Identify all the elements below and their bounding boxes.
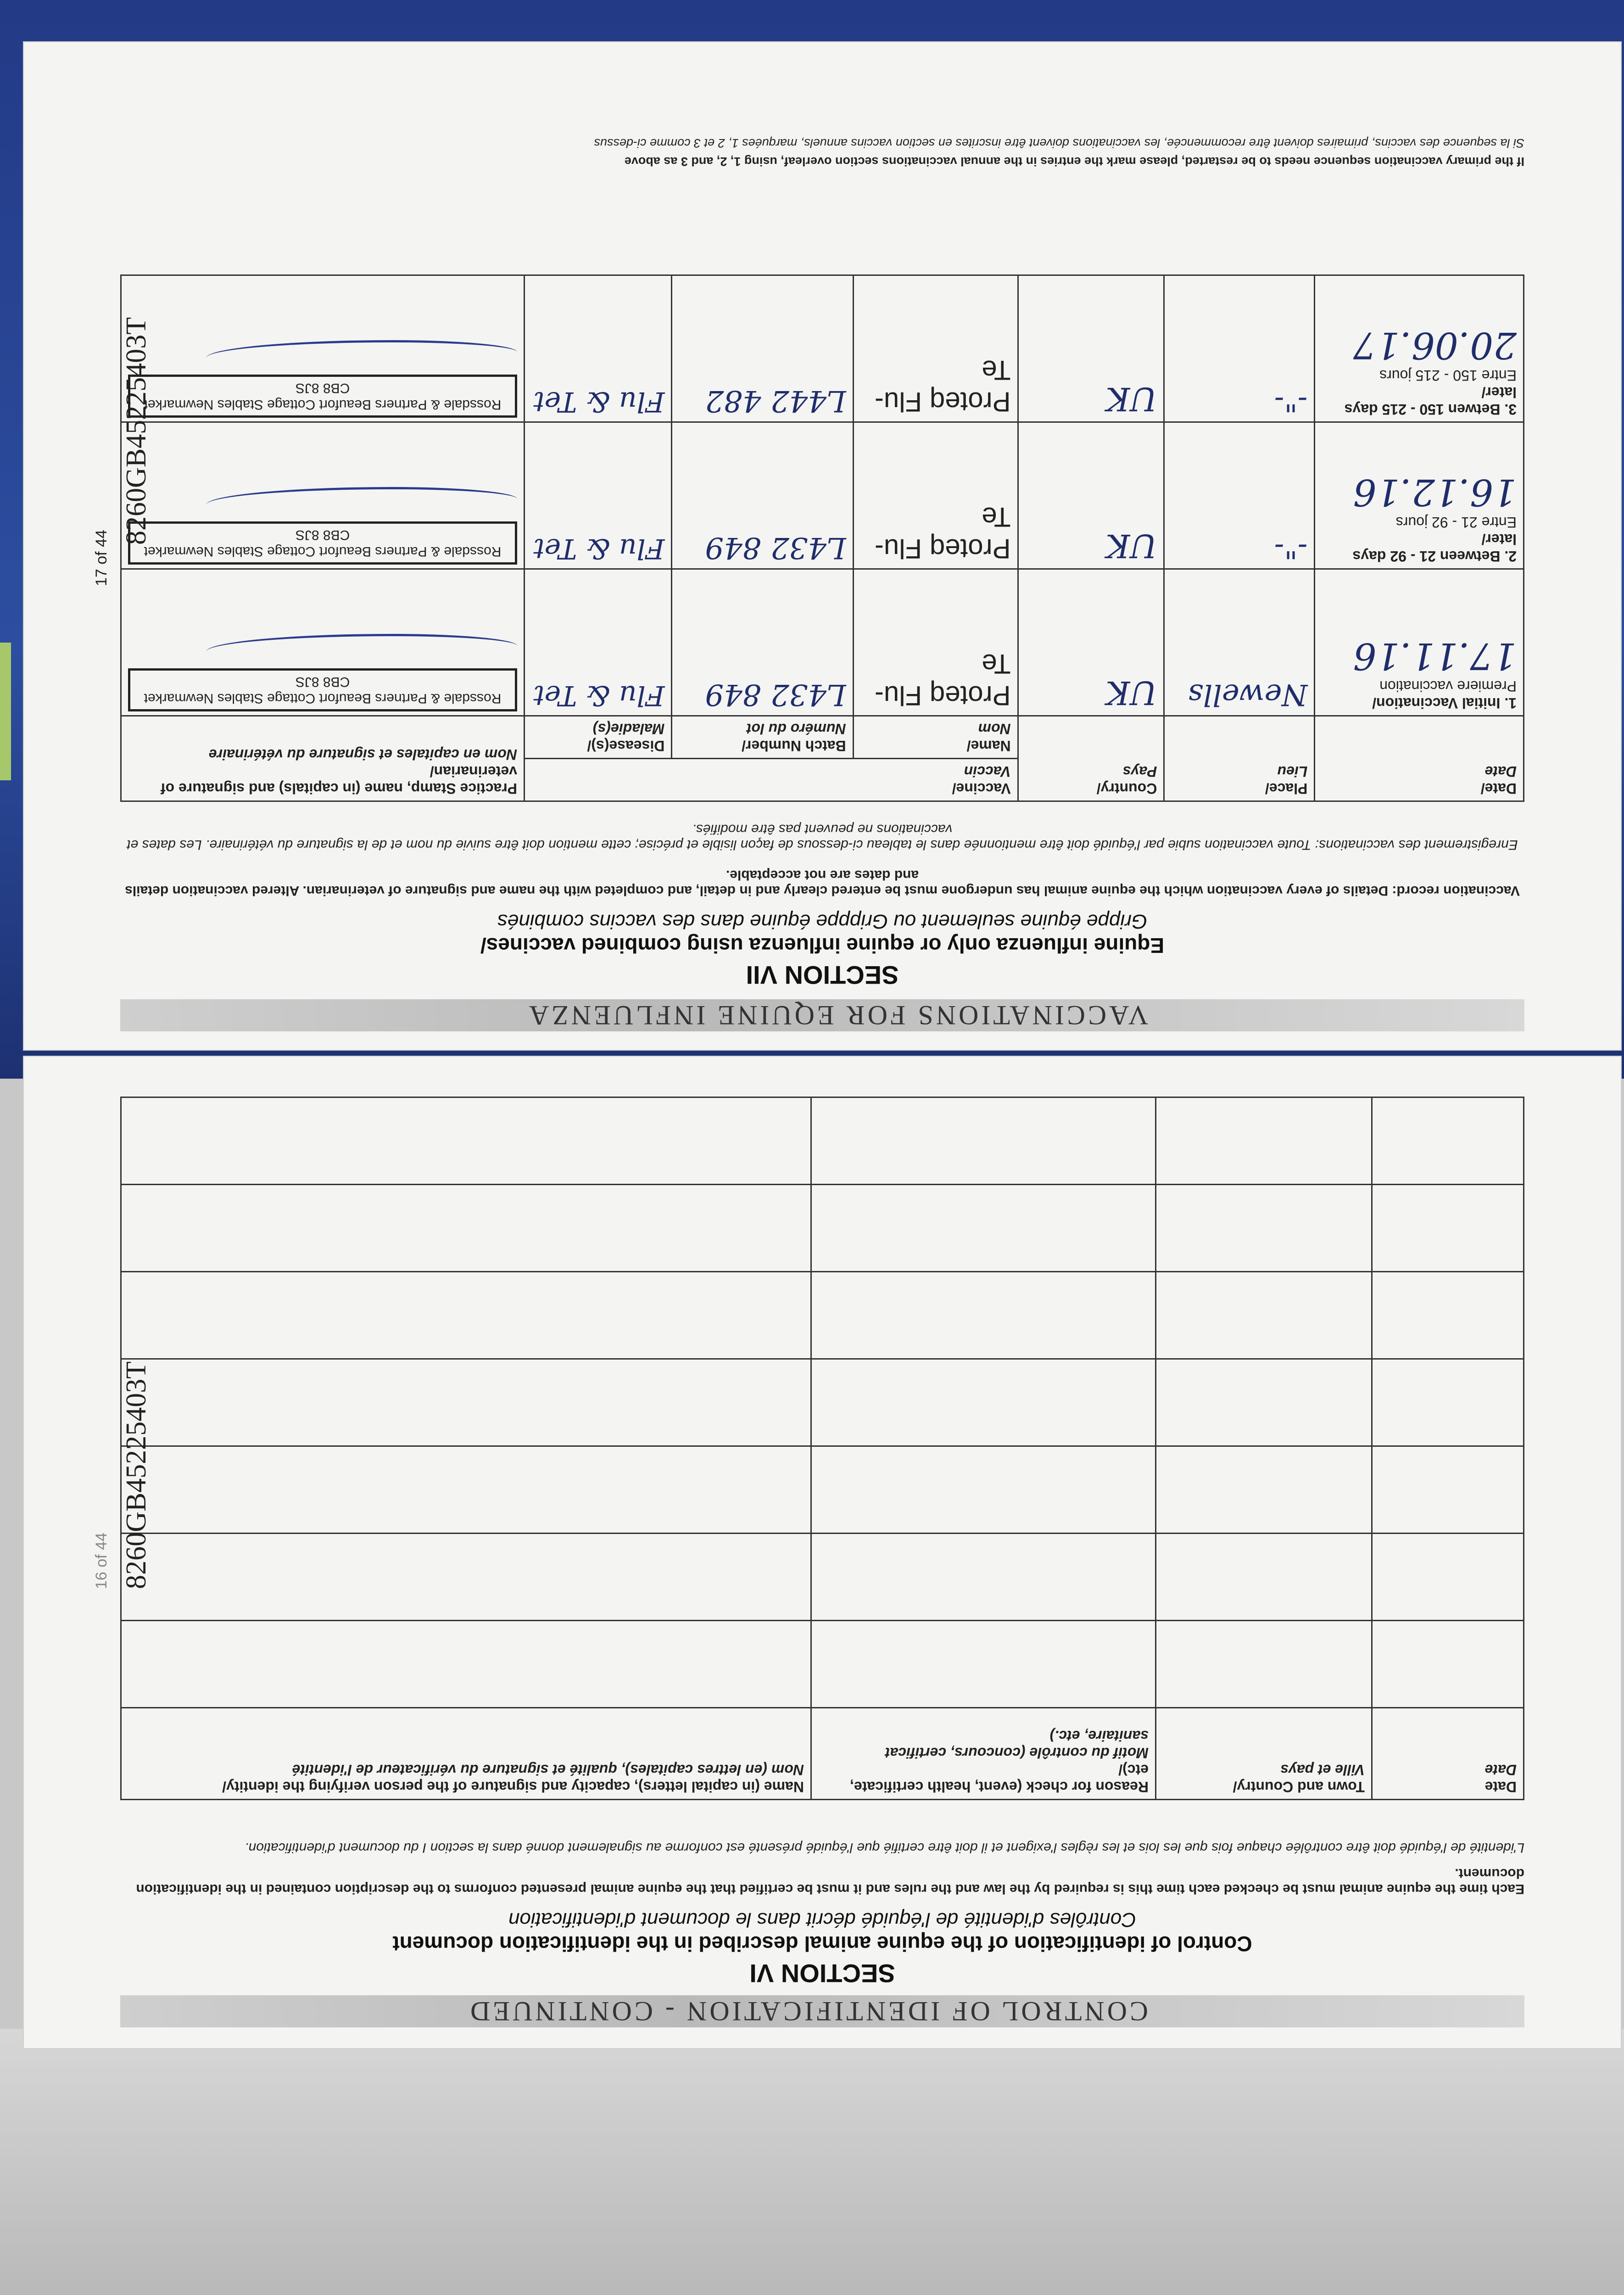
scanner-background [0, 2029, 1624, 2295]
table-row [121, 569, 1524, 716]
section-banner: VACCINATIONS FOR EQUINE INFLUENZA [120, 999, 1524, 1031]
cell [1372, 1359, 1524, 1446]
header-batch: Batch Number/ Numéro du lot [672, 716, 853, 759]
cell [1156, 1359, 1372, 1446]
row-country: UK [1018, 275, 1164, 422]
header-stamp: Practice Stamp, name (in capitals) and signature of veterinarian/ Nom en capitales et signature du vétérinaire [121, 716, 525, 801]
header-place: Place/ Lieu [1164, 716, 1315, 801]
row-country: UK [1018, 422, 1164, 569]
row-date: 2. Between 21 - 92 days later/ Entre 21 - 92 jours 16.12.16 [1315, 422, 1524, 569]
table-row [121, 422, 1524, 569]
cell [121, 1621, 811, 1708]
table-header-row [121, 759, 1524, 801]
header-reason: Reason for check (event, health certificate, etc)/ Motif du contrôle (concours, certificat sanitaire, etc.) [811, 1708, 1156, 1800]
table-row [121, 1534, 1524, 1621]
table-row [121, 1446, 1524, 1534]
cell [1372, 1534, 1524, 1621]
cell [811, 1185, 1156, 1272]
table-header-row [121, 1708, 1524, 1800]
serial-number: 8260GB45225403T [121, 1361, 152, 1589]
row-place: -"- [1164, 275, 1315, 422]
row-disease: Flu & Tet [525, 275, 672, 422]
table-row [121, 1621, 1524, 1708]
cell [811, 1446, 1156, 1534]
practice-stamp: Rossdale & Partners Beaufort Cottage Stables Newmarket CB8 8JS [128, 668, 517, 711]
control-instructions-fr: L'identité de l'équidé doit être contrôlée chaque fois que les lois et les règles l'exigent et il doit être certifié que l'équidé présenté est conforme au signalement donné dans la section I du document d'identification. [245, 1840, 1524, 1855]
cell [1156, 1097, 1372, 1185]
row-stamp [121, 569, 525, 716]
row-batch: L432 849 [672, 569, 853, 716]
record-instructions-fr: Enregistrement des vaccinations: Toute vaccination subie par l'équidé doit être mentionnée dans le tableau ci-dessous de façon lisible et précise; cette mention doit être suivie du nom et de la signature du vétérinaire. Les dates et vaccinations ne peuvent pas être modifiés. [127, 822, 1518, 852]
header-disease: Disease(s)/ Maladie(s) [525, 716, 672, 759]
cell [1372, 1272, 1524, 1359]
row-stamp [121, 275, 525, 422]
table-row [121, 1185, 1524, 1272]
identification-control-table [120, 1097, 1524, 1800]
row-place: -"- [1164, 422, 1315, 569]
row-vaccine-name: Proteq Flu-Te [853, 569, 1018, 716]
header-country: Country/ Pays [1018, 716, 1164, 801]
cell [121, 1359, 811, 1446]
row-date: 3. Betwen 150 - 215 days later/ Entre 150 - 215 jours 20.06.17 [1315, 275, 1524, 422]
cell [1372, 1097, 1524, 1185]
practice-stamp: Rossdale & Partners Beaufort Cottage Stables Newmarket CB8 8JS [128, 375, 517, 418]
cell [121, 1534, 811, 1621]
header-name: Name/ Nom [853, 716, 1018, 759]
side-tab [0, 643, 11, 780]
table-row [121, 1359, 1524, 1446]
record-instructions-en: Vaccination record: Details of every vaccination which the equine animal has undergone must be entered clearly and in detail, and completed with the name and signature of veterinarian. Altered vaccination details and dates are not acceptable. [125, 868, 1520, 898]
row-batch: L432 849 [672, 422, 853, 569]
vaccination-table [120, 274, 1524, 802]
page-number: 17 of 44 [93, 530, 110, 586]
row-place: Newells [1164, 569, 1315, 716]
serial-number: 8260GB45225403T [121, 317, 152, 545]
cell [1156, 1621, 1372, 1708]
row-date: 1. Initial Vaccination/ Premiere vaccination 17.11.16 [1315, 569, 1524, 716]
header-town: Town and Country/ Ville et pays [1156, 1708, 1372, 1800]
cell [1156, 1272, 1372, 1359]
cell [811, 1272, 1156, 1359]
cell [1372, 1185, 1524, 1272]
cell [1372, 1446, 1524, 1534]
cell [811, 1359, 1156, 1446]
vet-signature [206, 340, 517, 370]
section-heading: SECTION VII [746, 961, 899, 990]
cell [121, 1097, 811, 1185]
section-title-fr: Contrôles d'identité de l'équidé décrit dans le document d'identification [508, 1909, 1137, 1931]
row-vaccine-name: Proteq Flu-Te [853, 275, 1018, 422]
control-instructions-en: Each time the equine animal must be checked each time this is required by the law and the rules and it must be certified that the equine animal presented conforms to the description contained in the identification document. [136, 1866, 1524, 1897]
section-title-en: Control of identification of the equine animal described in the identification document [392, 1932, 1252, 1956]
row-batch: L442 482 [672, 275, 853, 422]
row-stamp [121, 422, 525, 569]
row-disease: Flu & Tet [525, 422, 672, 569]
header-date: Date/ Date [1315, 716, 1524, 801]
vet-signature [206, 634, 517, 664]
row-disease: Flu & Tet [525, 569, 672, 716]
header-date: Date Date [1372, 1708, 1524, 1800]
cell [121, 1185, 811, 1272]
page-16 [23, 1056, 1622, 2049]
section-heading: SECTION VI [749, 1959, 895, 1988]
section-title-fr: Grippe équine seulement ou Gripppe équine dans des vaccins combinés [497, 910, 1148, 933]
page-number: 16 of 44 [93, 1533, 110, 1589]
row-country: UK [1018, 569, 1164, 716]
cell [811, 1534, 1156, 1621]
cell [1156, 1534, 1372, 1621]
footer-note-fr: Si la sequence des vaccins, primaires doivent être recommencée, les vaccinations doivent être inscrites en section vaccins annuels, marquées 1, 2 et 3 comme ci-dessus [594, 136, 1524, 150]
table-row [121, 1097, 1524, 1185]
cell [1156, 1185, 1372, 1272]
footer-note-en: If the primary vaccination sequence needs to be restarted, please mark the entries in the annual vaccinations section overleaf, using 1, 2, and 3 as above [624, 155, 1524, 168]
table-row [121, 1272, 1524, 1359]
table-row [121, 275, 1524, 422]
cell [1156, 1446, 1372, 1534]
cell [121, 1272, 811, 1359]
cell [811, 1097, 1156, 1185]
row-vaccine-name: Proteq Flu-Te [853, 422, 1018, 569]
header-vaccine: Vaccine/ Vaccin [525, 759, 1018, 801]
practice-stamp: Rossdale & Partners Beaufort Cottage Stables Newmarket CB8 8JS [128, 521, 517, 565]
header-verifier: Name (in capital letters), capacity and signature of the person verifying the identity/ Nom (en lettres capitales), qualité et signature du vérificateur de l'identité [121, 1708, 811, 1800]
cell [1372, 1621, 1524, 1708]
section-title-en: Equine influenza only or equine influenza using combined vaccines/ [480, 934, 1165, 957]
cell [121, 1446, 811, 1534]
cell [811, 1621, 1156, 1708]
page-17 [23, 41, 1622, 1051]
section-banner: CONTROL OF IDENTIFICATION - CONTINUED [120, 1995, 1524, 2027]
vet-signature [206, 487, 517, 517]
